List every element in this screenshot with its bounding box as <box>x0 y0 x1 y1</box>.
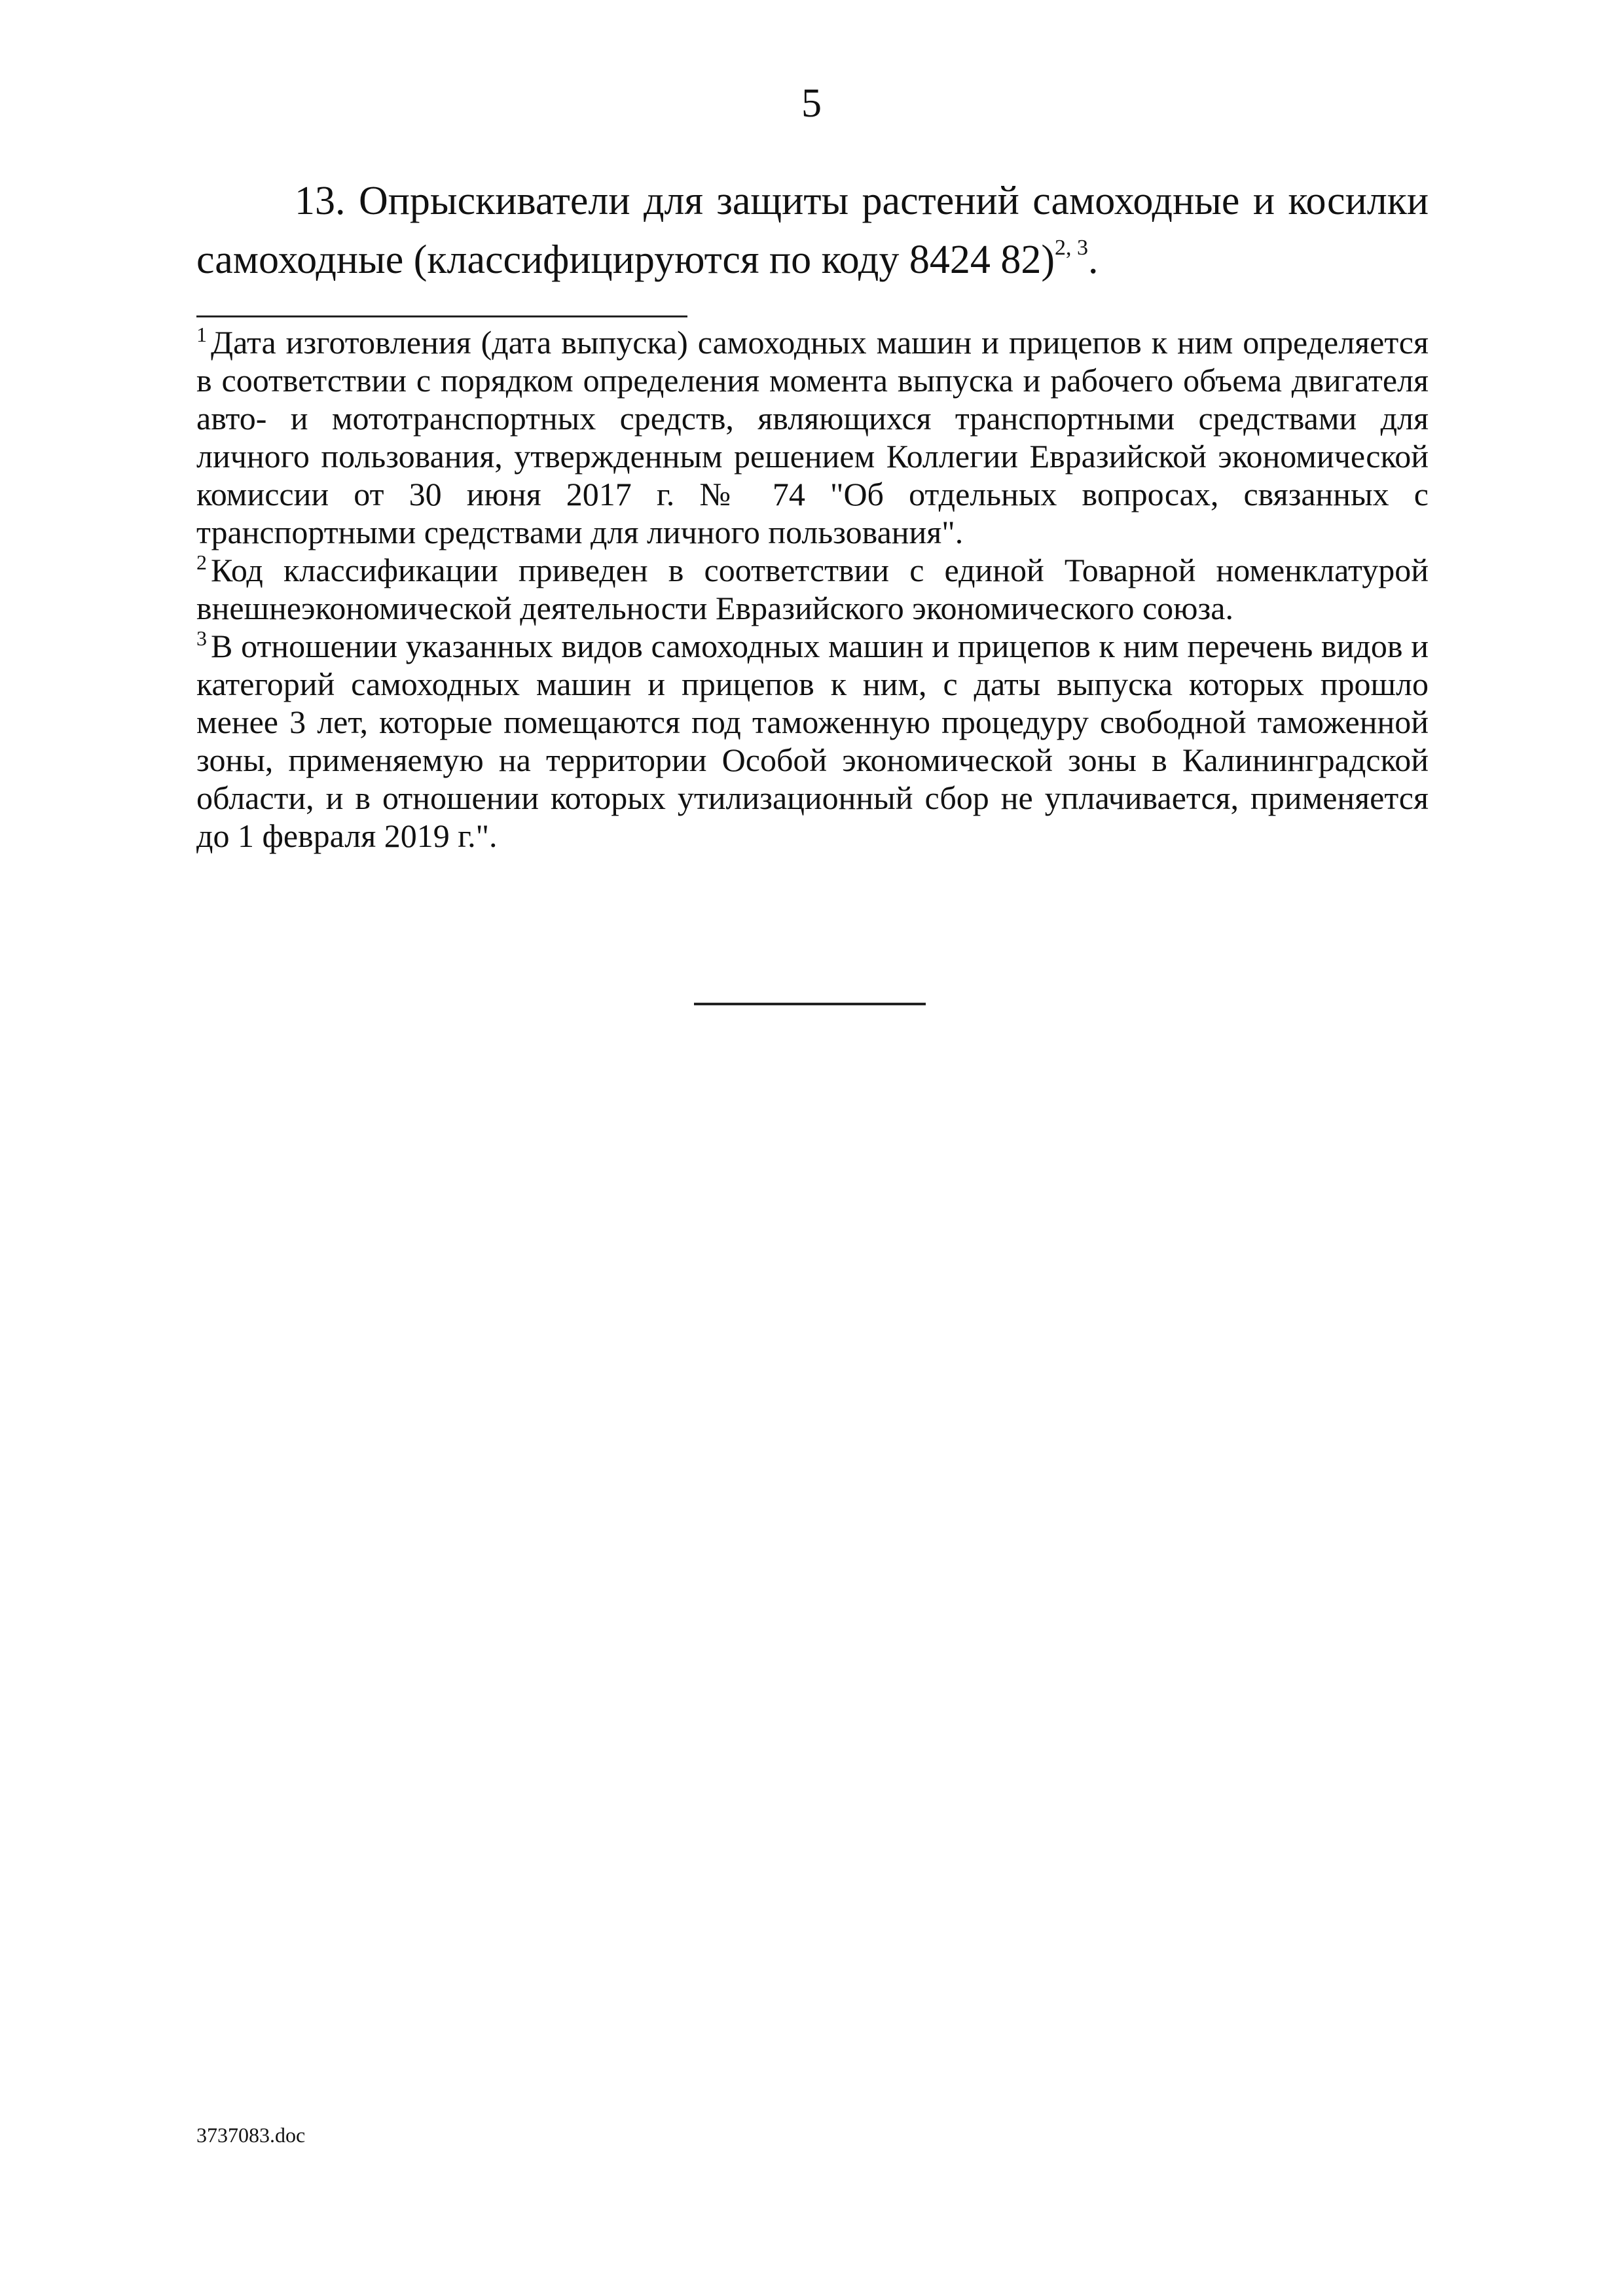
footnote-3 <box>196 627 1429 855</box>
document-id: 3737083.doc <box>196 2123 306 2147</box>
footnote-mark: 2 <box>196 550 207 574</box>
footnotes <box>196 323 1429 855</box>
footnote-mark: 3 <box>196 626 207 650</box>
footnote-text: Дата изготовления (дата выпуска) самоходных машин и прицепов к ним определяется в соответствии с порядком определения момента выпуска и рабочего объема двигателя авто- и мототранспортных средств, являющихся транспортными средствами для личного пользования, утвержденным решением Коллегии Евразийской экономической комиссии от 30 июня 2017 г. № 74 "Об отдельных вопросах, связанных с транспортными средствами для личного пользования". <box>196 324 1429 550</box>
list-item-13-text: самоходные (классифицируются по коду 8424 82) <box>196 238 1055 282</box>
footnote-mark: 1 <box>196 323 207 346</box>
list-item-13 <box>196 171 1429 289</box>
footnote-1 <box>196 323 1429 551</box>
list-item-13-end-punctuation: . <box>1088 238 1099 282</box>
end-of-document-rule <box>694 1003 926 1005</box>
footnote-separator <box>196 315 687 317</box>
footnote-reference: 2, 3 <box>1055 236 1089 260</box>
page-number: 5 <box>801 81 822 126</box>
list-item-13-line-1: 13. Опрыскиватели для защиты растений самоходные и косилки <box>295 179 1429 223</box>
footnote-text: Код классификации приведен в соответствии с единой Товарной номенклатурой внешнеэкономической деятельности Евразийского экономического союза. <box>196 552 1429 626</box>
footnote-text: В отношении указанных видов самоходных машин и прицепов к ним перечень видов и категорий самоходных машин и прицепов к ним, с даты выпуска которых прошло менее 3 лет, которые помещаются под таможенную процедуру свободной таможенной зоны, применяемую на территории Особой экономической зоны в Калининградской области, и в отношении которых утилизационный сбор не уплачивается, применяется до 1 февраля 2019 г.". <box>196 628 1429 854</box>
list-item-13-line-2 <box>196 230 1429 289</box>
footnote-2 <box>196 551 1429 627</box>
